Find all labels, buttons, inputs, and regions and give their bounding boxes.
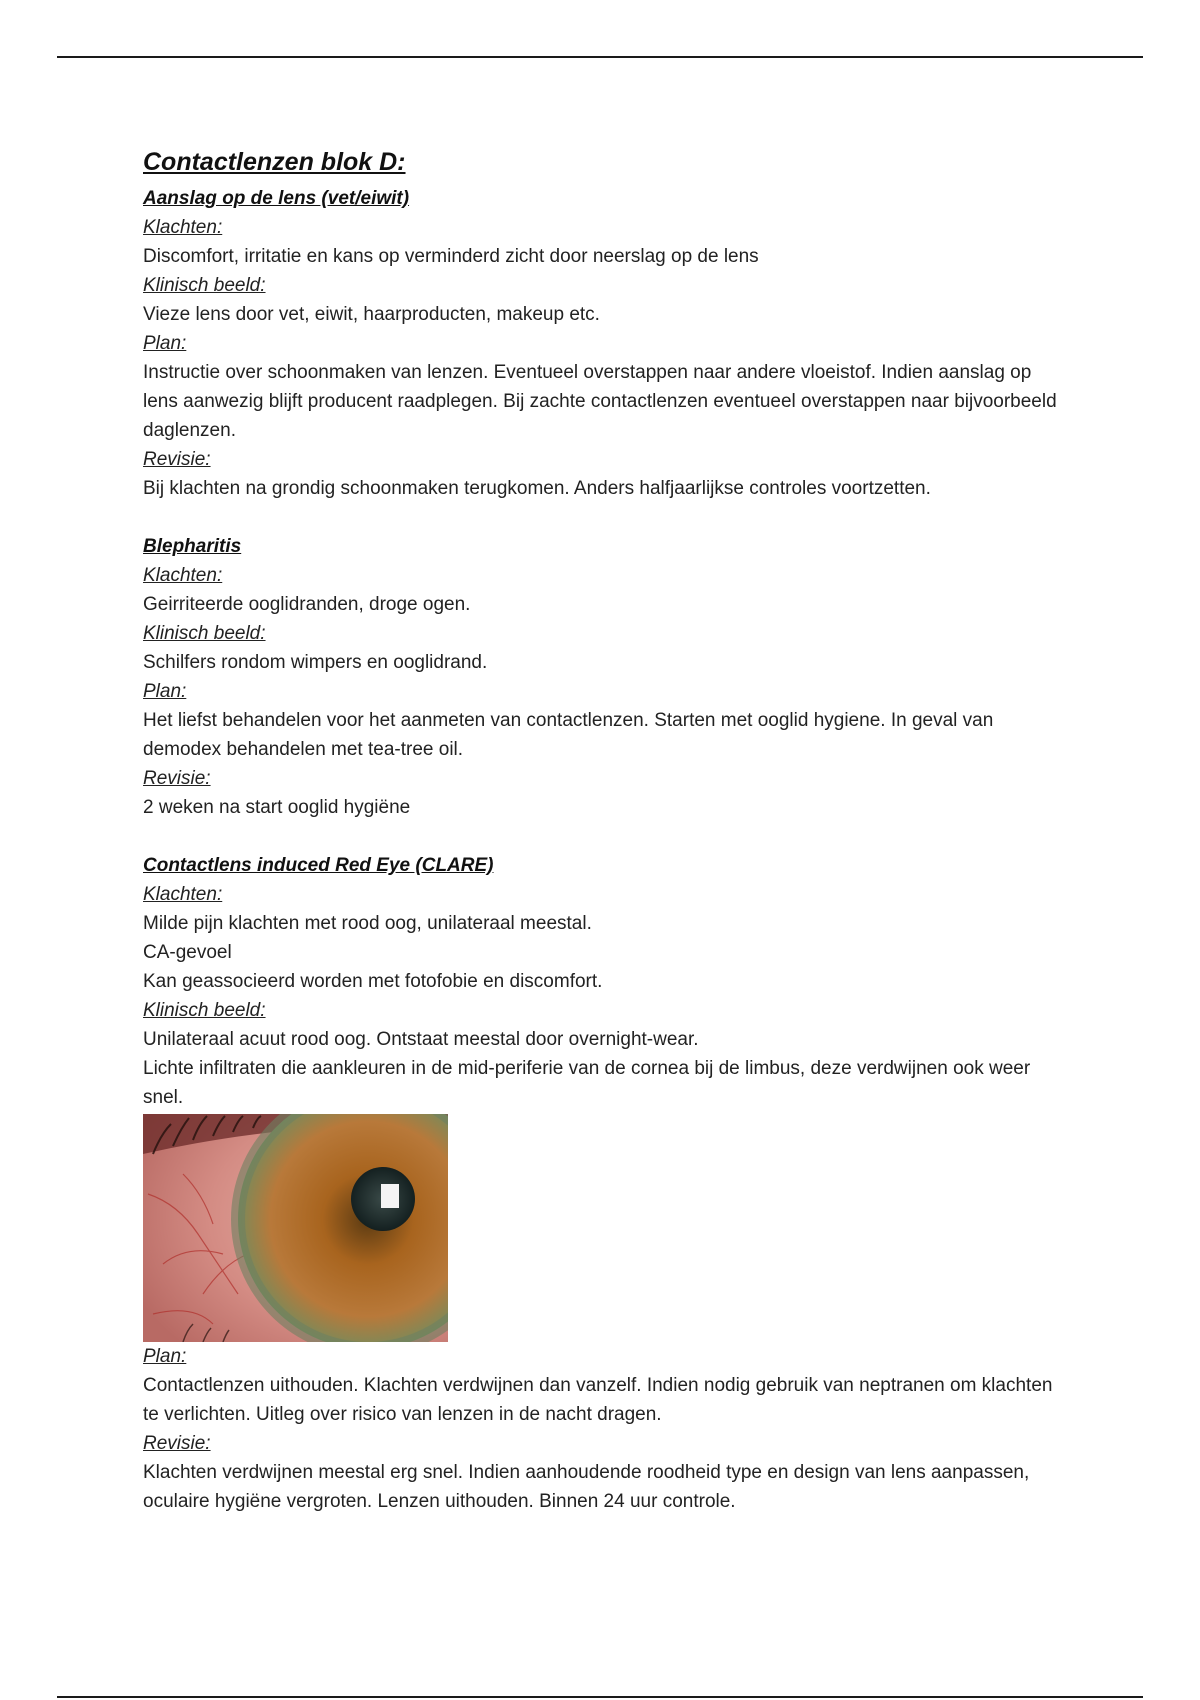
- klachten-label: Klachten:: [143, 884, 223, 905]
- klachten-label: Klachten:: [143, 217, 223, 238]
- revisie-label: Revisie:: [143, 449, 211, 470]
- plan-text: Contactlenzen uithouden. Klachten verdwijnen dan vanzelf. Indien nodig gebruik van neptranen om klachten te verlichten. Uitleg over risico van lenzen in de nacht dragen.: [143, 1375, 1053, 1425]
- section-title: Aanslag op de lens (vet/eiwit): [143, 188, 410, 209]
- document-body: [143, 146, 1063, 1545]
- klinisch-beeld-text: Vieze lens door vet, eiwit, haarproducten, makeup etc.: [143, 304, 600, 325]
- header-rule: [57, 56, 1143, 58]
- klinisch-beeld-text: Lichte infiltraten die aankleuren in de mid-periferie van de cornea bij de limbus, deze verdwijnen ook weer snel.: [143, 1058, 1031, 1108]
- klinisch-beeld-text: Unilateraal acuut rood oog. Ontstaat meestal door overnight-wear.: [143, 1029, 699, 1050]
- klachten-text: Discomfort, irritatie en kans op verminderd zicht door neerslag op de lens: [143, 246, 759, 267]
- klinisch-beeld-text: Schilfers rondom wimpers en ooglidrand.: [143, 652, 488, 673]
- footer-rule: [57, 1696, 1143, 1698]
- plan-text: Het liefst behandelen voor het aanmeten van contactlenzen. Starten met ooglid hygiene. In geval van demodex behandelen met tea-tree oil.: [143, 710, 994, 760]
- revisie-label: Revisie:: [143, 1433, 211, 1454]
- klachten-text: CA-gevoel: [143, 942, 232, 963]
- section-clare: [143, 851, 1063, 1516]
- klachten-text: Geirriteerde ooglidranden, droge ogen.: [143, 594, 471, 615]
- revisie-text: 2 weken na start ooglid hygiëne: [143, 797, 411, 818]
- plan-label: Plan:: [143, 681, 187, 702]
- document-title: Contactlenzen blok D:: [143, 148, 406, 176]
- plan-label: Plan:: [143, 1346, 187, 1367]
- plan-label: Plan:: [143, 333, 187, 354]
- red-eye-photo: [143, 1114, 448, 1342]
- revisie-text: Klachten verdwijnen meestal erg snel. Indien aanhoudende roodheid type en design van lens aanpassen, oculaire hygiëne vergroten. Lenzen uithouden. Binnen 24 uur controle.: [143, 1462, 1030, 1512]
- plan-text: Instructie over schoonmaken van lenzen. Eventueel overstappen naar andere vloeistof. Indien aanslag op lens aanwezig blijft producent raadplegen. Bij zachte contactlenzen eventueel overstappen naar bijvoorbeeld daglenzen.: [143, 362, 1057, 441]
- revisie-text: Bij klachten na grondig schoonmaken terugkomen. Anders halfjaarlijkse controles voortzetten.: [143, 478, 931, 499]
- revisie-label: Revisie:: [143, 768, 211, 789]
- klinisch-beeld-label: Klinisch beeld:: [143, 623, 266, 644]
- section-title: Contactlens induced Red Eye (CLARE): [143, 855, 494, 876]
- klinisch-beeld-label: Klinisch beeld:: [143, 1000, 266, 1021]
- klachten-label: Klachten:: [143, 565, 223, 586]
- section-title: Blepharitis: [143, 536, 242, 557]
- section-blepharitis: [143, 532, 1063, 822]
- section-aanslag: [143, 184, 1063, 503]
- klachten-text: Kan geassocieerd worden met fotofobie en discomfort.: [143, 971, 603, 992]
- klinisch-beeld-label: Klinisch beeld:: [143, 275, 266, 296]
- klachten-text: Milde pijn klachten met rood oog, unilateraal meestal.: [143, 913, 592, 934]
